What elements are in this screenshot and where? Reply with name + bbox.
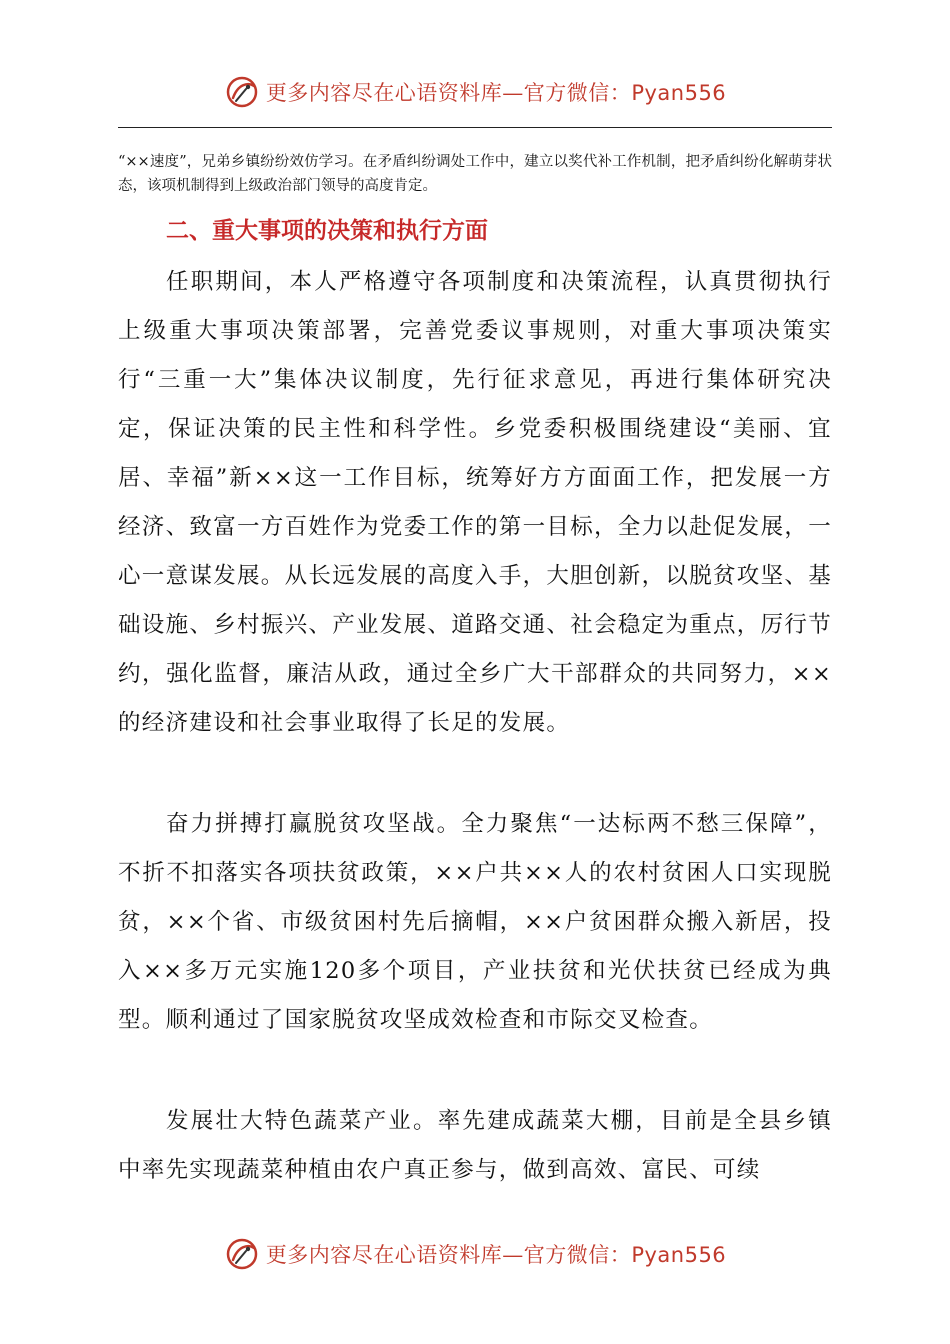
footer-watermark-text: 更多内容尽在心语资料库—官方微信：Pyan556 — [265, 1243, 727, 1267]
intro-paragraph: “××速度”，兄弟乡镇纷纷效仿学习。在矛盾纠纷调处工作中，建立以奖代补工作机制，把矛盾纠纷化解萌芽状态，该项机制得到上级政治部门领导的高度肯定。 — [118, 154, 832, 194]
header-watermark — [0, 72, 950, 112]
body-paragraph: 任职期间，本人严格遵守各项制度和决策流程，认真贯彻执行上级重大事项决策部署，完善党委议事规则，对重大事项决策实行“三重一大”集体决议制度，先行征求意见，再进行集体研究决定，保证决策的民主性和科学性。乡党委积极围绕建设“美丽、宜居、幸福”新××这一工作目标，统筹好方方面面工作，把发展一方经济、致富一方百姓作为党委工作的第一目标，全力以赴促发展，一心一意谋发展。从长远发展的高度入手，大胆创新，以脱贫攻坚、基础设施、乡村振兴、产业发展、道路交通、社会稳定为重点，厉行节约，强化监督，廉洁从政，通过全乡广大干部群众的共同努力，××的经济建设和社会事业取得了长足的发展。 — [118, 269, 833, 736]
body-paragraph: 发展壮大特色蔬菜产业。率先建成蔬菜大棚，目前是全县乡镇中率先实现蔬菜种植由农户真正参与，做到高效、富民、可续 — [118, 1108, 832, 1183]
footer-wechat-id: Pyan556 — [631, 1243, 727, 1267]
section-heading: 二、重大事项的决策和执行方面 — [166, 218, 488, 244]
header-wechat-id: Pyan556 — [631, 81, 727, 105]
brand-logo-icon — [224, 1236, 260, 1272]
footer-watermark — [0, 1234, 950, 1274]
header-divider — [118, 127, 832, 128]
header-watermark-text: 更多内容尽在心语资料库—官方微信：Pyan556 — [265, 81, 727, 105]
brand-logo-icon — [224, 74, 260, 110]
body-paragraph: 奋力拼搏打赢脱贫攻坚战。全力聚焦“一达标两不愁三保障”，不折不扣落实各项扶贫政策，××户共××人的农村贫困人口实现脱贫，××个省、市级贫困村先后摘帽，××户贫困群众搬入新居，投入××多万元实施120多个项目，产业扶贫和光伏扶贫已经成为典型。顺利通过了国家脱贫攻坚成效检查和市际交叉检查。 — [118, 811, 832, 1033]
